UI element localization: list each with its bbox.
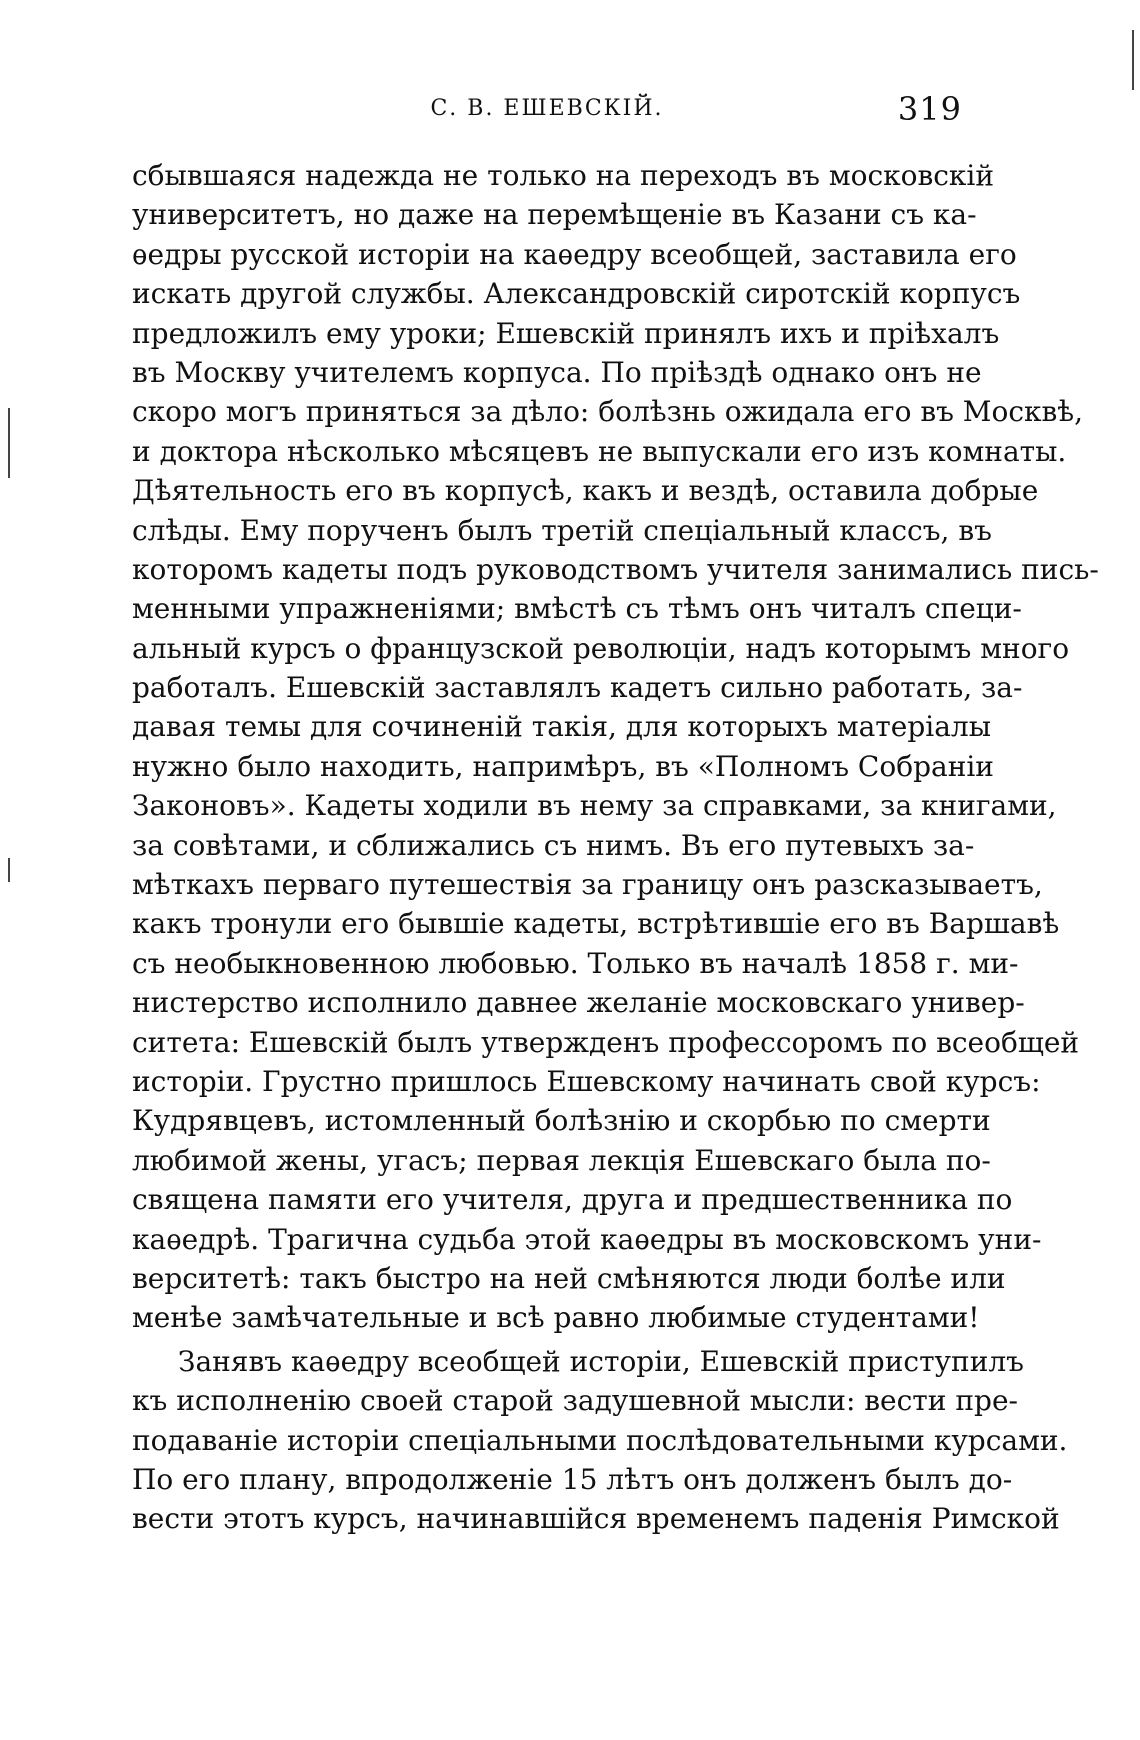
page-body (132, 156, 1099, 1539)
text-line: и доктора нѣсколько мѣсяцевъ не выпускали его изъ комнаты. (132, 434, 1067, 468)
text-line: вести этотъ курсъ, начинавшійся временемъ паденія Римской (132, 1502, 1060, 1536)
text-line: подаваніе исторіи спеціальными послѣдовательными курсами. (132, 1423, 1068, 1457)
text-line: слѣды. Ему порученъ былъ третій спеціальный классъ, въ (132, 513, 992, 547)
text-line: исторіи. Грустно пришлось Ешевскому начинать свой курсъ: (132, 1064, 1041, 1098)
text-line: ситета: Ешевскій былъ утвержденъ профессоромъ по всеобщей (132, 1025, 1080, 1059)
text-line: верситетѣ: такъ быстро на ней смѣняются люди болѣе или (132, 1261, 1006, 1295)
text-line: предложилъ ему уроки; Ешевскій принялъ ихъ и пріѣхалъ (132, 316, 1000, 350)
running-head: С. В. ЕШЕВСКІЙ. (430, 96, 664, 121)
text-line: любимой жены, угасъ; первая лекція Ешевскаго была по- (132, 1143, 991, 1177)
paragraph (132, 1342, 1068, 1539)
text-line: Занявъ каѳедру всеобщей исторіи, Ешевскій приступилъ (178, 1344, 1024, 1378)
text-line: нужно было находить, напримѣръ, въ «Полномъ Собраніи (132, 749, 994, 783)
text-line: которомъ кадеты подъ руководствомъ учителя занимались пись- (132, 552, 1099, 586)
paragraph (132, 156, 1099, 1338)
text-line: По его плану, впродолженіе 15 лѣтъ онъ долженъ былъ до- (132, 1462, 1013, 1496)
text-line: каѳедрѣ. Трагична судьба этой каѳедры въ московскомъ уни- (132, 1222, 1042, 1256)
text-line: священа памяти его учителя, друга и предшественника по (132, 1183, 1013, 1217)
text-line: за совѣтами, и сближались съ нимъ. Въ его путевыхъ за- (132, 828, 975, 862)
text-line: альный курсъ о французской революціи, надъ которымъ много (132, 631, 1070, 665)
text-line: ѳедры русской исторіи на каѳедру всеобщей, заставила его (132, 237, 1017, 271)
text-line: давая темы для сочиненій такія, для которыхъ матеріалы (132, 710, 991, 744)
page-header (132, 90, 962, 136)
page-number: 319 (897, 90, 962, 128)
scan-edge-mark (8, 408, 10, 478)
text-line: Дѣятельность его въ корпусѣ, какъ и вездѣ, оставила добрые (132, 474, 1039, 508)
text-line: скоро могъ приняться за дѣло: болѣзнь ожидала его въ Москвѣ, (132, 395, 1084, 429)
text-line: какъ тронули его бывшіе кадеты, встрѣтившіе его въ Варшавѣ (132, 907, 1060, 941)
text-line: менѣе замѣчательные и всѣ равно любимые студентами! (132, 1301, 980, 1335)
text-line: искать другой службы. Александровскій сиротскій корпусъ (132, 277, 1021, 311)
text-line: университетъ, но даже на перемѣщеніе въ Казани съ ка- (132, 198, 977, 232)
text-line: Законовъ». Кадеты ходили въ нему за справками, за книгами, (132, 789, 1057, 823)
text-line: съ необыкновенною любовью. Только въ началѣ 1858 г. ми- (132, 946, 1019, 980)
text-line: сбывшаяся надежда не только на переходъ въ московскій (132, 159, 995, 192)
text-line: менными упражненіями; вмѣстѣ съ тѣмъ онъ читалъ специ- (132, 592, 1022, 626)
paragraph-container (132, 156, 1099, 1539)
text-line: мѣткахъ перваго путешествія за границу онъ разсказываетъ, (132, 868, 1043, 902)
scan-edge-mark (8, 858, 10, 882)
text-line: къ исполненію своей старой задушевной мысли: вести пре- (132, 1384, 1018, 1418)
scan-edge-mark (1132, 30, 1134, 90)
text-line: Кудрявцевъ, истомленный болѣзнію и скорбью по смерти (132, 1104, 991, 1138)
text-line: въ Москву учителемъ корпуса. По пріѣздѣ однако онъ не (132, 355, 982, 389)
text-line: работалъ. Ешевскій заставлялъ кадетъ сильно работать, за- (132, 671, 1023, 705)
text-line: нистерство исполнило давнее желаніе московскаго универ- (132, 986, 1025, 1020)
